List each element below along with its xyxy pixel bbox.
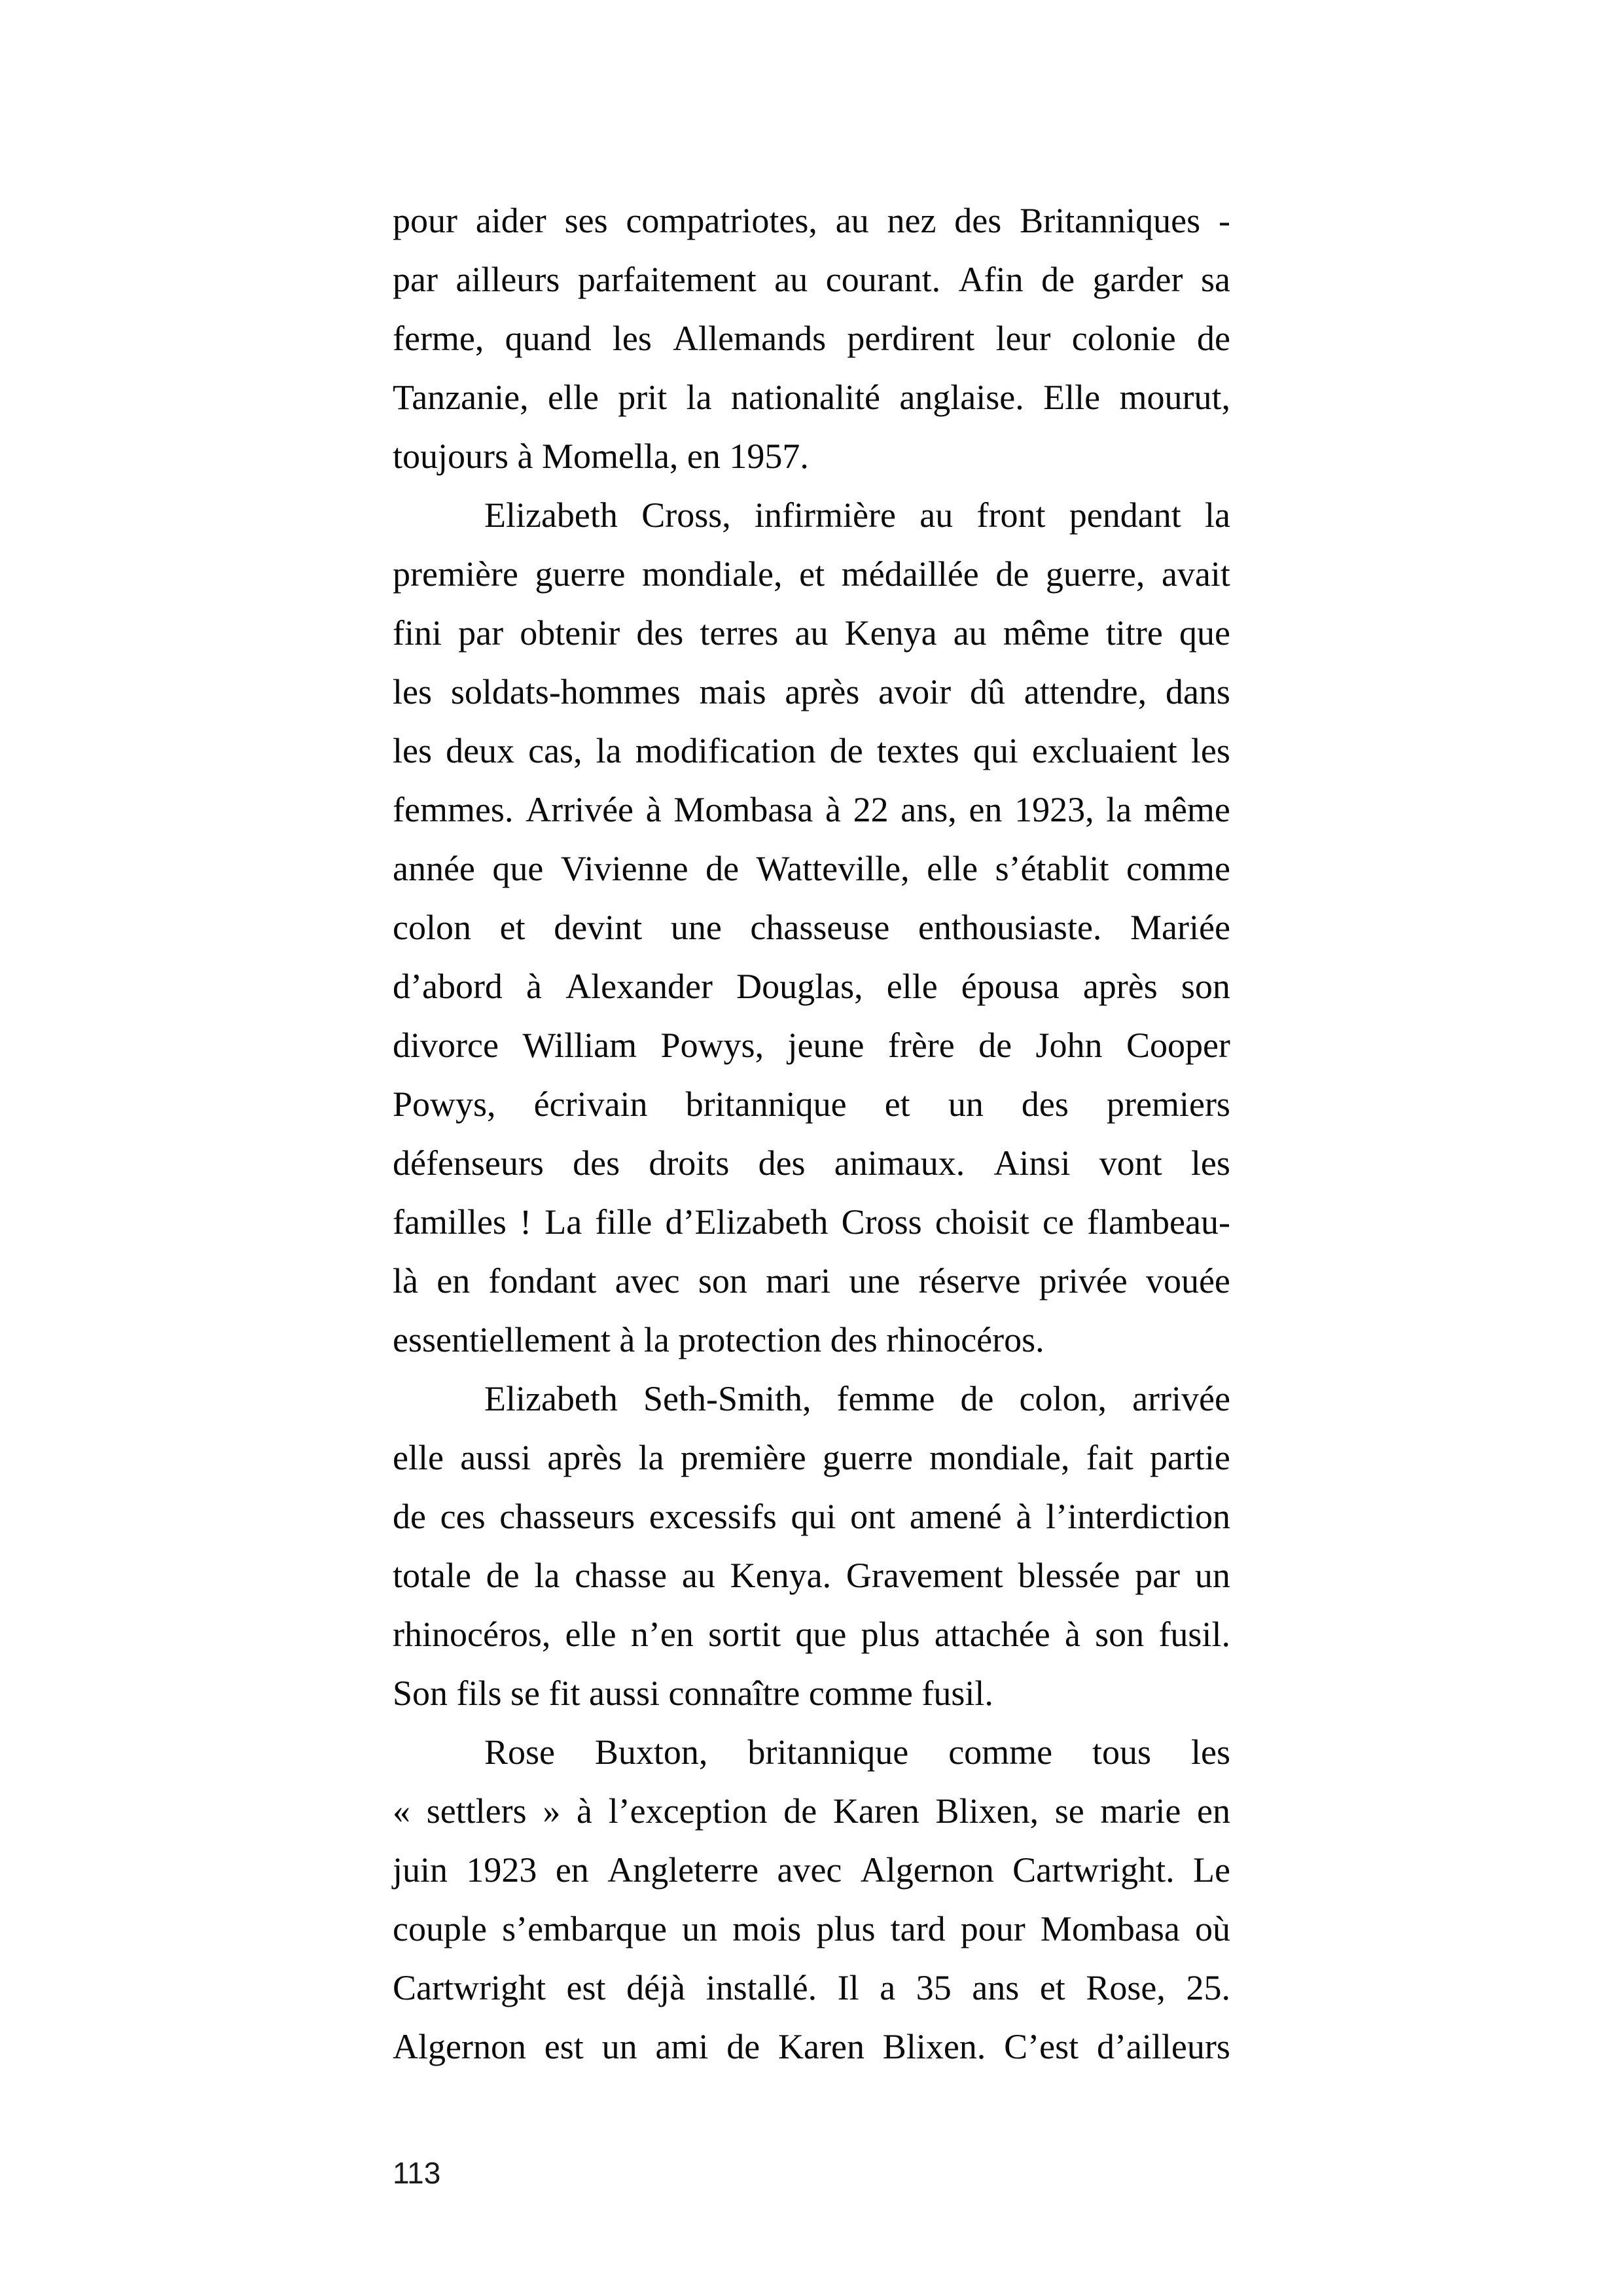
word: après <box>1082 967 1158 1006</box>
word: totale <box>393 1556 471 1595</box>
word: de <box>978 1026 1012 1065</box>
word: fusil. <box>1158 1615 1230 1654</box>
word: se <box>1054 1791 1084 1831</box>
word: amené <box>909 1497 1002 1536</box>
word: et <box>884 1085 910 1124</box>
word: est <box>544 2027 584 2066</box>
word: guerre <box>535 554 626 594</box>
text-line <box>393 898 1230 957</box>
word: et <box>499 908 526 947</box>
word: première <box>393 554 518 594</box>
word: William <box>522 1026 637 1065</box>
word: ans <box>972 1968 1020 2007</box>
word: couple <box>393 1909 487 1948</box>
word: les <box>1190 731 1230 770</box>
word: les <box>612 319 652 358</box>
text-line <box>393 1899 1230 1958</box>
text-line <box>393 780 1230 839</box>
word: dans <box>1165 672 1230 711</box>
word: marie <box>1100 1791 1181 1831</box>
word: soldats-hommes <box>450 672 681 711</box>
word: l’interdiction <box>1046 1497 1230 1536</box>
word: Watteville, <box>756 849 910 888</box>
word: cas, <box>528 731 582 770</box>
text-line <box>393 309 1230 368</box>
word: à <box>825 790 841 829</box>
text-line <box>393 2017 1230 2076</box>
word: au <box>794 613 829 653</box>
word: parfaitement <box>577 260 757 299</box>
word: mondiale, <box>929 1438 1070 1477</box>
word: mais <box>699 672 766 711</box>
text-line: toujours à Momella, en 1957. <box>393 437 809 476</box>
word: que <box>1179 613 1230 653</box>
word: choisit <box>935 1202 1029 1242</box>
word: Elizabeth <box>484 495 618 535</box>
word: chasseuse <box>750 908 890 947</box>
text-line <box>393 721 1230 780</box>
word: Douglas, <box>736 967 863 1006</box>
word: que <box>492 849 544 888</box>
word: - <box>1218 201 1230 240</box>
word: leur <box>995 319 1051 358</box>
word: médaillée <box>841 554 979 594</box>
word: la <box>596 731 622 770</box>
text-line <box>393 1546 1230 1605</box>
word: une <box>670 908 722 947</box>
word: perdirent <box>847 319 975 358</box>
word: Arrivée <box>526 790 634 829</box>
word: tous <box>1092 1732 1152 1772</box>
word: en <box>555 1850 589 1890</box>
word: au <box>835 201 869 240</box>
word: fille <box>595 1202 652 1242</box>
word: Karen <box>832 1791 919 1831</box>
word: settlers <box>426 1791 527 1831</box>
word: ! <box>520 1202 532 1242</box>
word: divorce <box>393 1026 499 1065</box>
word: à <box>1064 1615 1080 1654</box>
word: son <box>698 1261 747 1300</box>
text-line <box>393 957 1230 1016</box>
word: colon <box>393 908 471 947</box>
word: chasse <box>575 1556 668 1595</box>
word: là <box>393 1261 418 1300</box>
word: deux <box>446 731 515 770</box>
word: de <box>393 1497 426 1536</box>
word: en <box>1197 1791 1230 1831</box>
word: des <box>1021 1085 1069 1124</box>
word: fait <box>1086 1438 1133 1477</box>
page-number: 113 <box>393 2156 441 2190</box>
word: elle <box>886 967 938 1006</box>
word: où <box>1194 1909 1230 1948</box>
word: 22 <box>853 790 889 829</box>
word: excessifs <box>649 1497 777 1536</box>
word: Britanniques <box>1020 201 1201 240</box>
word: un <box>601 2027 637 2066</box>
word: sortit <box>708 1615 781 1654</box>
word: premiers <box>1107 1085 1230 1124</box>
word: dû <box>969 672 1005 711</box>
word: enthousiaste. <box>918 908 1102 947</box>
word: au <box>774 260 808 299</box>
word: mois <box>732 1909 802 1948</box>
word: garder <box>1092 260 1183 299</box>
word: fondant <box>488 1261 597 1300</box>
word: elle <box>565 1615 616 1654</box>
word: un <box>1194 1556 1230 1595</box>
word: textes <box>876 731 959 770</box>
word: Elle <box>1043 378 1101 417</box>
word: Cross, <box>641 495 731 535</box>
word: n’en <box>630 1615 694 1654</box>
word: après <box>785 672 860 711</box>
word: elle <box>393 1438 444 1477</box>
word: infirmière <box>755 495 896 535</box>
word: Tanzanie, <box>393 378 529 417</box>
word: qui <box>791 1497 836 1536</box>
word: Rose, <box>1086 1968 1166 2007</box>
word: par <box>458 613 504 653</box>
word: son <box>1095 1615 1145 1654</box>
word: Blixen, <box>935 1791 1039 1831</box>
word: Angleterre <box>607 1850 759 1890</box>
word: femme <box>836 1379 935 1418</box>
word: Powys, <box>393 1085 496 1124</box>
text-line <box>393 1134 1230 1193</box>
word: épousa <box>961 967 1060 1006</box>
word: la <box>534 1556 560 1595</box>
word: Kenya <box>844 613 937 653</box>
word: de <box>995 554 1029 594</box>
word: vouée <box>1145 1261 1230 1300</box>
word: la <box>638 1438 664 1477</box>
word: terres <box>700 613 779 653</box>
word: pour <box>960 1909 1026 1948</box>
text-line <box>393 1958 1230 2017</box>
word: » <box>543 1791 561 1831</box>
word: Cartwright <box>393 1968 546 2007</box>
word: rhinocéros, <box>393 1615 551 1654</box>
word: ferme, <box>393 319 484 358</box>
text-line <box>393 1487 1230 1546</box>
text-line <box>393 1723 1230 1782</box>
word: Mariée <box>1130 908 1230 947</box>
word: une <box>849 1261 901 1300</box>
word: pendant <box>1069 495 1181 535</box>
word: même <box>1003 613 1090 653</box>
word: flambeau- <box>1087 1202 1230 1242</box>
word: pour <box>393 201 457 240</box>
word: vont <box>1099 1143 1162 1183</box>
word: à <box>577 1791 592 1831</box>
word: s’établit <box>995 849 1109 888</box>
word: Kenya. <box>730 1556 832 1595</box>
page-text <box>393 191 1230 2076</box>
text-line <box>393 486 1230 545</box>
word: modification <box>635 731 816 770</box>
word: Seth-Smith, <box>643 1379 812 1418</box>
text-line <box>393 250 1230 309</box>
word: les <box>393 672 432 711</box>
word: la <box>686 378 712 417</box>
word: à <box>526 967 543 1006</box>
word: à <box>645 790 662 829</box>
word: ami <box>655 2027 709 2066</box>
word: installé. <box>705 1968 817 2007</box>
word: réserve <box>918 1261 1021 1300</box>
word: John <box>1035 1026 1103 1065</box>
word: partie <box>1149 1438 1230 1477</box>
word: jeune <box>787 1026 865 1065</box>
word: au <box>681 1556 715 1595</box>
word: Algernon <box>393 2027 526 2066</box>
word: avec <box>615 1261 680 1300</box>
word: ses <box>564 201 608 240</box>
word: privée <box>1039 1261 1128 1300</box>
word: mondiale, <box>642 554 783 594</box>
word: colonie <box>1071 319 1176 358</box>
word: l’exception <box>608 1791 768 1831</box>
word: nationalité <box>731 378 880 417</box>
word: avec <box>777 1850 842 1890</box>
word: de <box>726 2027 760 2066</box>
word: Ainsi <box>993 1143 1071 1183</box>
word: mari <box>766 1261 831 1300</box>
word: de <box>705 849 740 888</box>
word: défenseurs <box>393 1143 544 1183</box>
word: guerre <box>822 1438 913 1477</box>
text-line <box>393 1840 1230 1899</box>
word: Cooper <box>1126 1026 1230 1065</box>
word: Vivienne <box>560 849 688 888</box>
word: droits <box>649 1143 730 1183</box>
word: plus <box>816 1909 876 1948</box>
word: de <box>1197 319 1230 358</box>
word: par <box>393 260 438 299</box>
word: la <box>1205 495 1230 535</box>
word: femmes. <box>393 790 514 829</box>
word: Mombasa <box>1040 1909 1180 1948</box>
text-line <box>393 839 1230 898</box>
word: Afin <box>958 260 1024 299</box>
word: de <box>1041 260 1075 299</box>
word: Buxton, <box>594 1732 708 1772</box>
word: les <box>1190 1732 1230 1772</box>
word: des <box>636 613 684 653</box>
word: des <box>573 1143 620 1183</box>
word: C’est <box>1004 2027 1079 2066</box>
word: familles <box>393 1202 507 1242</box>
word: de <box>960 1379 994 1418</box>
word: Mombasa <box>673 790 813 829</box>
text-line <box>393 1016 1230 1075</box>
text-line <box>393 603 1230 662</box>
word: britannique <box>685 1085 847 1124</box>
word: de <box>829 731 863 770</box>
word: et <box>1039 1968 1065 2007</box>
word: nez <box>887 201 936 240</box>
word: britannique <box>747 1732 909 1772</box>
word: comme <box>948 1732 1053 1772</box>
word: quand <box>505 319 592 358</box>
word: avait <box>1161 554 1230 594</box>
word: chasseurs <box>499 1497 635 1536</box>
word: animaux. <box>834 1143 965 1183</box>
word: attendre, <box>1024 672 1147 711</box>
word: à <box>1016 1497 1032 1536</box>
word: attachée <box>934 1615 1050 1654</box>
word: par <box>1135 1556 1181 1595</box>
word: avoir <box>878 672 952 711</box>
word: en <box>437 1261 471 1300</box>
word: de <box>783 1791 817 1831</box>
word: plus <box>861 1615 920 1654</box>
word: anglaise. <box>899 378 1024 417</box>
word: comme <box>1126 849 1230 888</box>
word: blessée <box>1018 1556 1120 1595</box>
word: au <box>953 613 987 653</box>
word: Powys, <box>660 1026 764 1065</box>
text-line <box>393 1369 1230 1428</box>
word: Le <box>1193 1850 1230 1890</box>
word: la <box>1106 790 1132 829</box>
word: aider <box>475 201 546 240</box>
word: en <box>969 790 1003 829</box>
text-line <box>393 1075 1230 1134</box>
word: 25. <box>1186 1968 1230 2007</box>
word: Rose <box>484 1732 555 1772</box>
word: juin <box>393 1850 448 1890</box>
word: Elizabeth <box>484 1379 618 1418</box>
word: a <box>880 1968 896 2007</box>
word: 35 <box>916 1968 952 2007</box>
word: Algernon <box>860 1850 994 1890</box>
word: Cartwright. <box>1012 1850 1175 1890</box>
word: sa <box>1201 260 1230 299</box>
word: écrivain <box>533 1085 648 1124</box>
word: elle <box>547 378 599 417</box>
word: Gravement <box>846 1556 1003 1595</box>
word: Blixen. <box>882 2027 986 2066</box>
word: « <box>393 1791 410 1831</box>
word: qui <box>972 731 1018 770</box>
text-line <box>393 545 1230 603</box>
word: mourut, <box>1119 378 1230 417</box>
text-line: essentiellement à la protection des rhinocéros. <box>393 1320 1044 1359</box>
word: est <box>566 1968 606 2007</box>
word: après <box>547 1438 622 1477</box>
word: déjà <box>626 1968 686 2007</box>
word: courant. <box>825 260 941 299</box>
word: ans, <box>901 790 957 829</box>
word: d’abord <box>393 967 503 1006</box>
word: La <box>544 1202 582 1242</box>
word: année <box>393 849 475 888</box>
word: son <box>1181 967 1230 1006</box>
word: fini <box>393 613 442 653</box>
word: s’embarque <box>502 1909 667 1948</box>
word: ce <box>1042 1202 1074 1242</box>
word: arrivée <box>1132 1379 1230 1418</box>
word: aussi <box>460 1438 531 1477</box>
word: les <box>393 731 432 770</box>
word: première <box>680 1438 806 1477</box>
word: obtenir <box>520 613 620 653</box>
word: titre <box>1105 613 1163 653</box>
word: 1923 <box>466 1850 537 1890</box>
text-line <box>393 1193 1230 1251</box>
word: ailleurs <box>455 260 560 299</box>
word: tard <box>890 1909 946 1948</box>
word: des <box>758 1143 806 1183</box>
word: excluaient <box>1031 731 1177 770</box>
word: colon, <box>1019 1379 1107 1418</box>
text-line <box>393 1428 1230 1487</box>
word: devint <box>554 908 643 947</box>
word: de <box>486 1556 520 1595</box>
word: front <box>976 495 1046 535</box>
word: elle <box>927 849 978 888</box>
word: d’Elizabeth <box>665 1202 829 1242</box>
text-line <box>393 368 1230 427</box>
text-line <box>393 1782 1230 1840</box>
text-line <box>393 1605 1230 1664</box>
text-line: Son fils se fit aussi connaître comme fusil. <box>393 1674 993 1713</box>
word: et <box>799 554 825 594</box>
word: ces <box>440 1497 486 1536</box>
word: des <box>954 201 1002 240</box>
word: frère <box>887 1026 955 1065</box>
word: Karen <box>778 2027 865 2066</box>
word: que <box>795 1615 847 1654</box>
text-line <box>393 1251 1230 1310</box>
word: compatriotes, <box>626 201 817 240</box>
word: d’ailleurs <box>1096 2027 1230 2066</box>
word: Allemands <box>673 319 827 358</box>
word: guerre, <box>1045 554 1145 594</box>
word: ont <box>850 1497 896 1536</box>
word: les <box>1190 1143 1230 1183</box>
word: prit <box>618 378 668 417</box>
word: au <box>919 495 954 535</box>
text-line <box>393 662 1230 721</box>
word: même <box>1143 790 1230 829</box>
word: Il <box>837 1968 859 2007</box>
text-line <box>393 191 1230 250</box>
word: Cross <box>841 1202 922 1242</box>
word: un <box>682 1909 718 1948</box>
word: Alexander <box>565 967 713 1006</box>
word: 1923, <box>1014 790 1094 829</box>
word: un <box>948 1085 984 1124</box>
